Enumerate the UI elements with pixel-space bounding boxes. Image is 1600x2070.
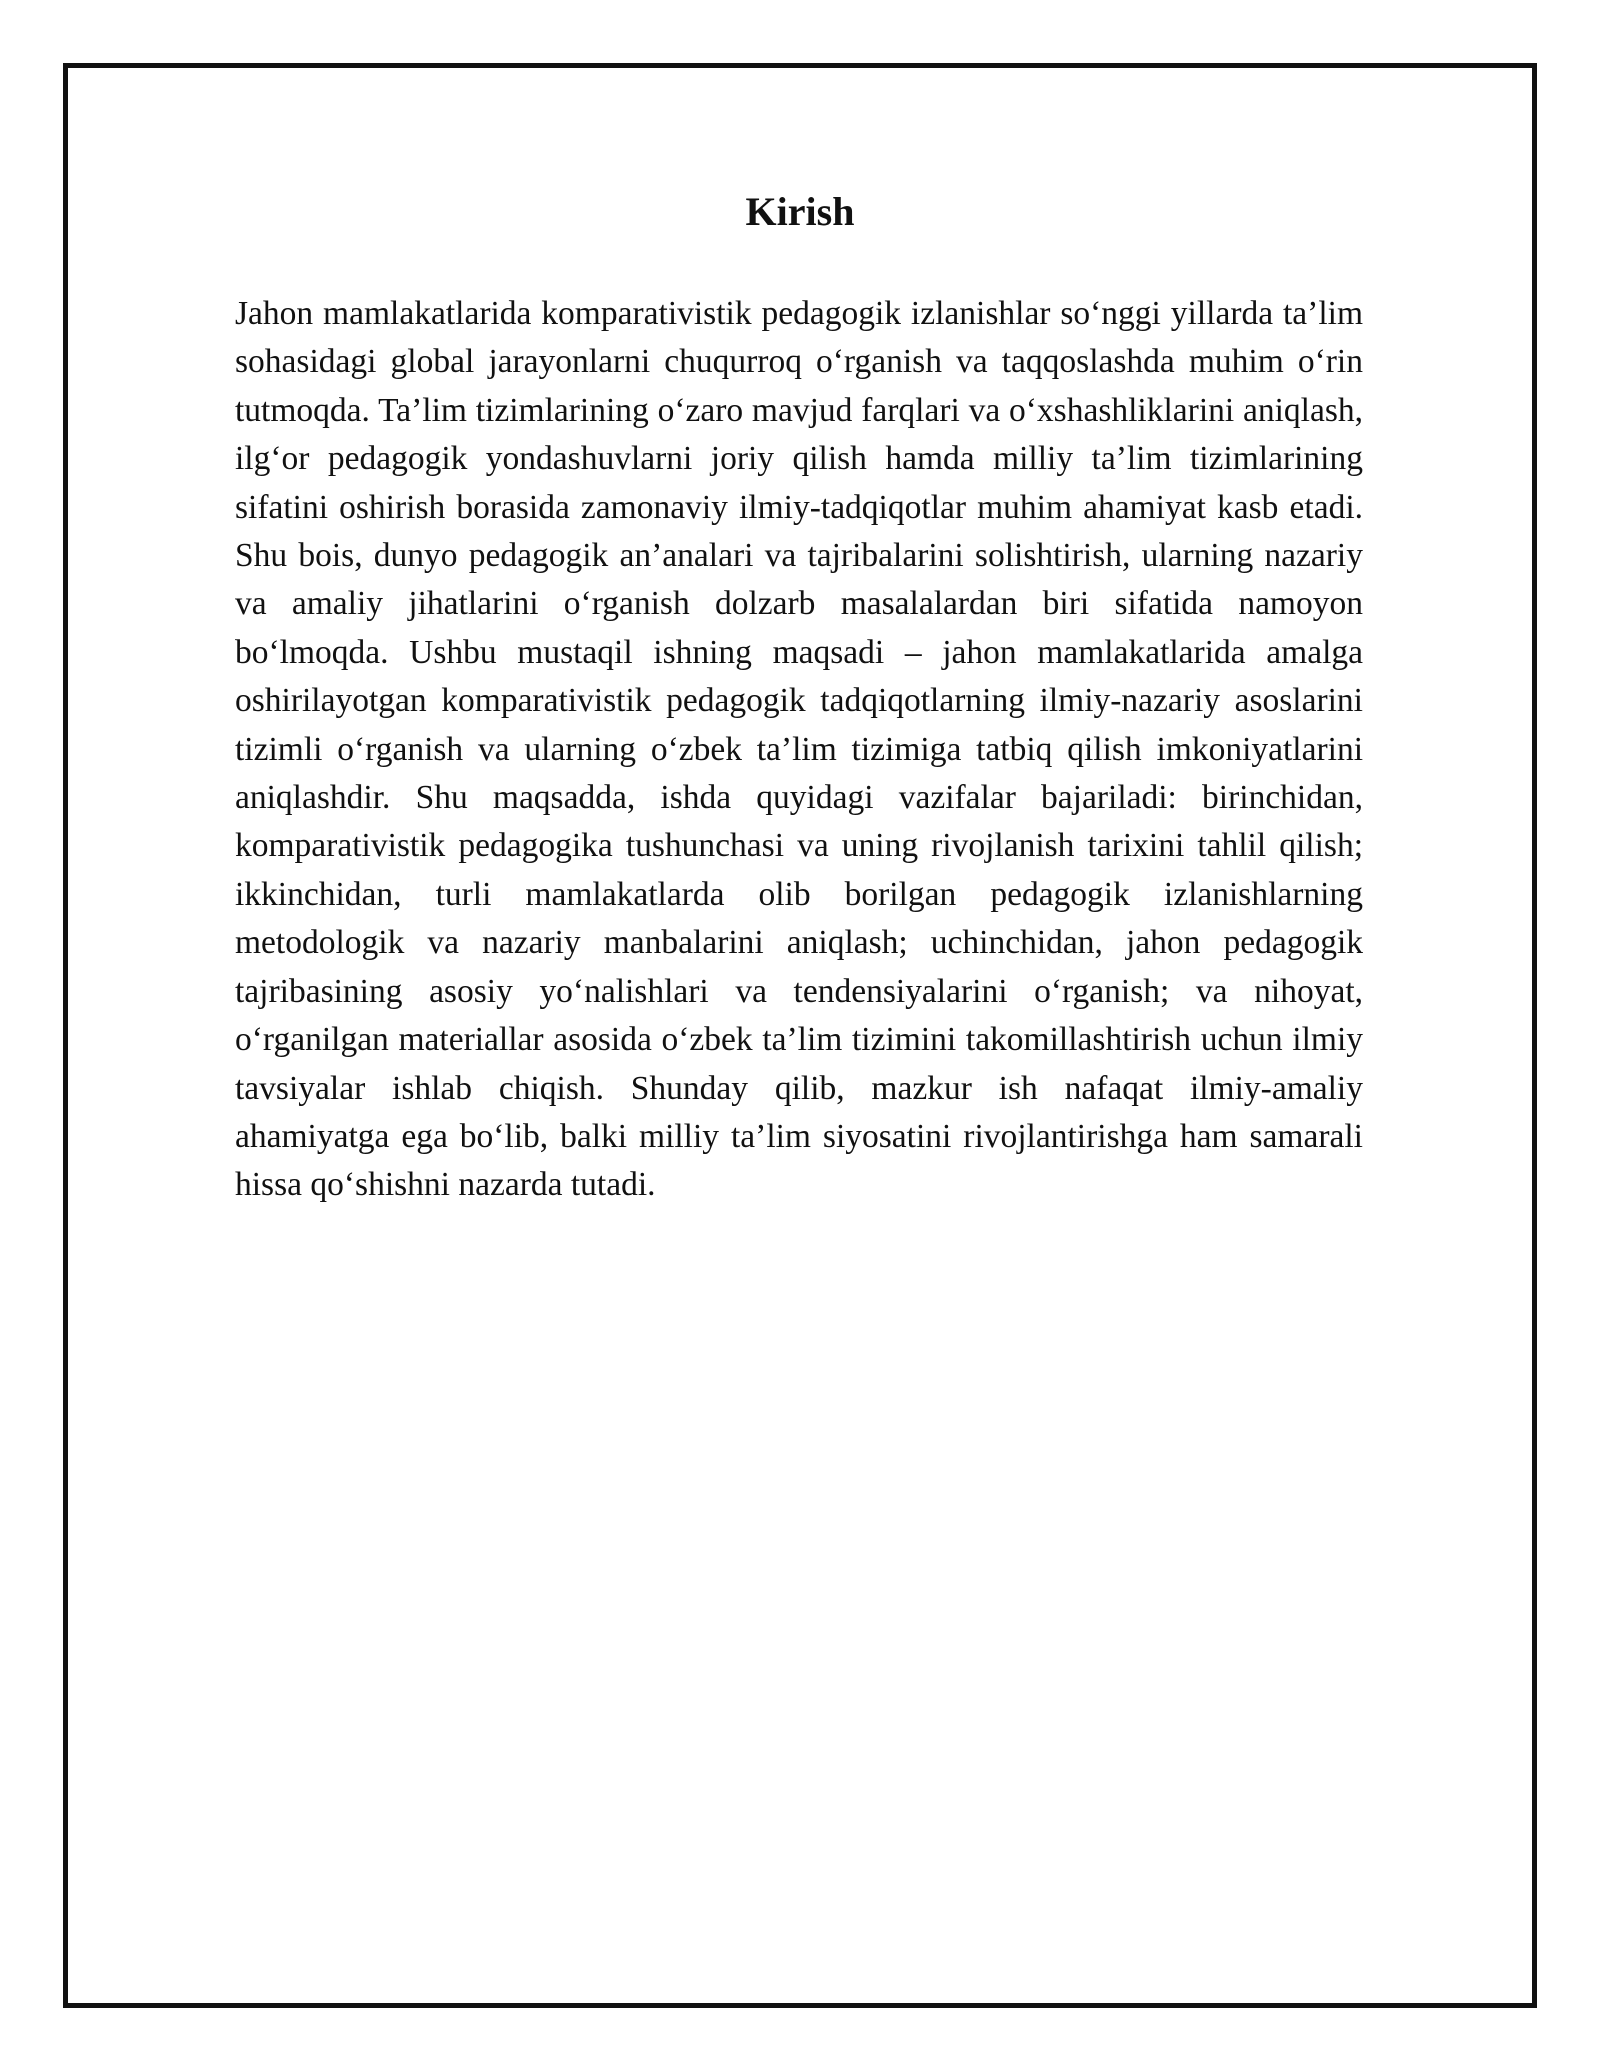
page-title: Kirish xyxy=(745,189,855,234)
body-paragraph: Jahon mamlakatlarida komparativistik pedagogik izlanishlar so‘nggi yillarda ta’lim sohasidagi global jarayonlarni chuqurroq o‘rganish va taqqoslashda muhim o‘rin tutmoqda. Ta’lim tizimlarining o‘zaro mavjud farqlari va o‘xshashliklarini aniqlash, ilg‘or pedagogik yondashuvlarni joriy qilish hamda milliy ta’lim tizimlarining sifatini oshirish borasida zamonaviy ilmiy-tadqiqotlar muhim ahamiyat kasb etadi. Shu bois, dunyo pedagogik an’analari va tajribalarini solishtirish, ularning nazariy va amaliy jihatlarini o‘rganish dolzarb masalalardan biri sifatida namoyon bo‘lmoqda. Ushbu mustaqil ishning maqsadi – jahon mamlakatlarida amalga oshirilayotgan komparativistik pedagogik tadqiqotlarning ilmiy-nazariy asoslarini tizimli o‘rganish va ularning o‘zbek ta’lim tizimiga tatbiq qilish imkoniyatlarini aniqlashdir. Shu maqsadda, ishda quyidagi vazifalar bajariladi: birinchidan, komparativistik pedagogika tushunchasi va uning rivojlanish tarixini tahlil qilish; ikkinchidan, turli mamlakatlarda olib borilgan pedagogik izlanishlarning metodologik va nazariy manbalarini aniqlash; uchinchidan, jahon pedagogik tajribasining asosiy yo‘nalishlari va tendensiyalarini o‘rganish; va nihoyat, o‘rganilgan materiallar asosida o‘zbek ta’lim tizimini takomillashtirish uchun ilmiy tavsiyalar ishlab chiqish. Shunday qilib, mazkur ish nafaqat ilmiy-amaliy ahamiyatga ega bo‘lib, balki milliy ta’lim siyosatini rivojlantirishga ham samarali hissa qo‘shishni nazarda tutadi. xyxy=(235,295,1363,1204)
